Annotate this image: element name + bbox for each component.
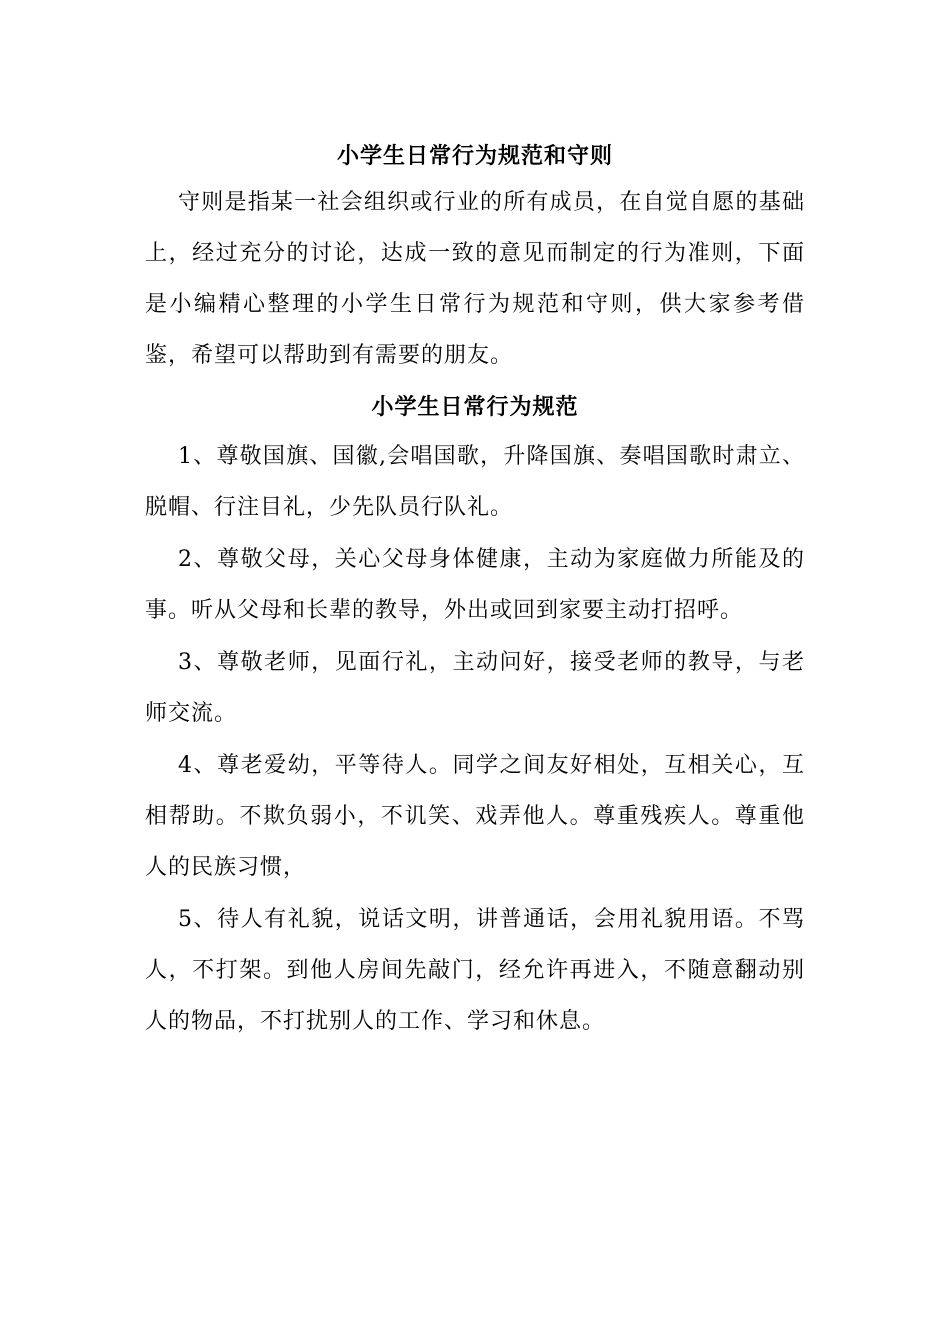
document-title: 小学生日常行为规范和守则 — [336, 143, 613, 169]
rule-item-1: 1、尊敬国旗、国徽,会唱国歌，升降国旗、奏唱国歌时肃立、脱帽、行注目礼，少先队员行队礼。 — [145, 444, 805, 520]
rule-item-3: 3、尊敬老师，见面行礼，主动问好，接受老师的教导，与老师交流。 — [145, 650, 805, 726]
rule-item-2: 2、尊敬父母，关心父母身体健康，主动为家庭做力所能及的事。听从父母和长辈的教导，外出或回到家要主动打招呼。 — [145, 547, 805, 623]
rule-item-4: 4、尊老爱幼，平等待人。同学之间友好相处，互相关心，互相帮助。不欺负弱小，不讥笑、戏弄他人。尊重残疾人。尊重他人的民族习惯， — [145, 753, 805, 880]
intro-paragraph: 守则是指某一社会组织或行业的所有成员，在自觉自愿的基础上，经过充分的讨论，达成一致的意见而制定的行为准则，下面是小编精心整理的小学生日常行为规范和守则，供大家参考借鉴，希望可以帮助到有需要的朋友。 — [145, 190, 805, 368]
rule-item-5: 5、待人有礼貌，说话文明，讲普通话，会用礼貌用语。不骂人，不打架。到他人房间先敲门，经允许再进入，不随意翻动别人的物品，不打扰别人的工作、学习和休息。 — [145, 907, 805, 1034]
section-title: 小学生日常行为规范 — [371, 394, 579, 420]
document-body — [145, 136, 805, 1048]
